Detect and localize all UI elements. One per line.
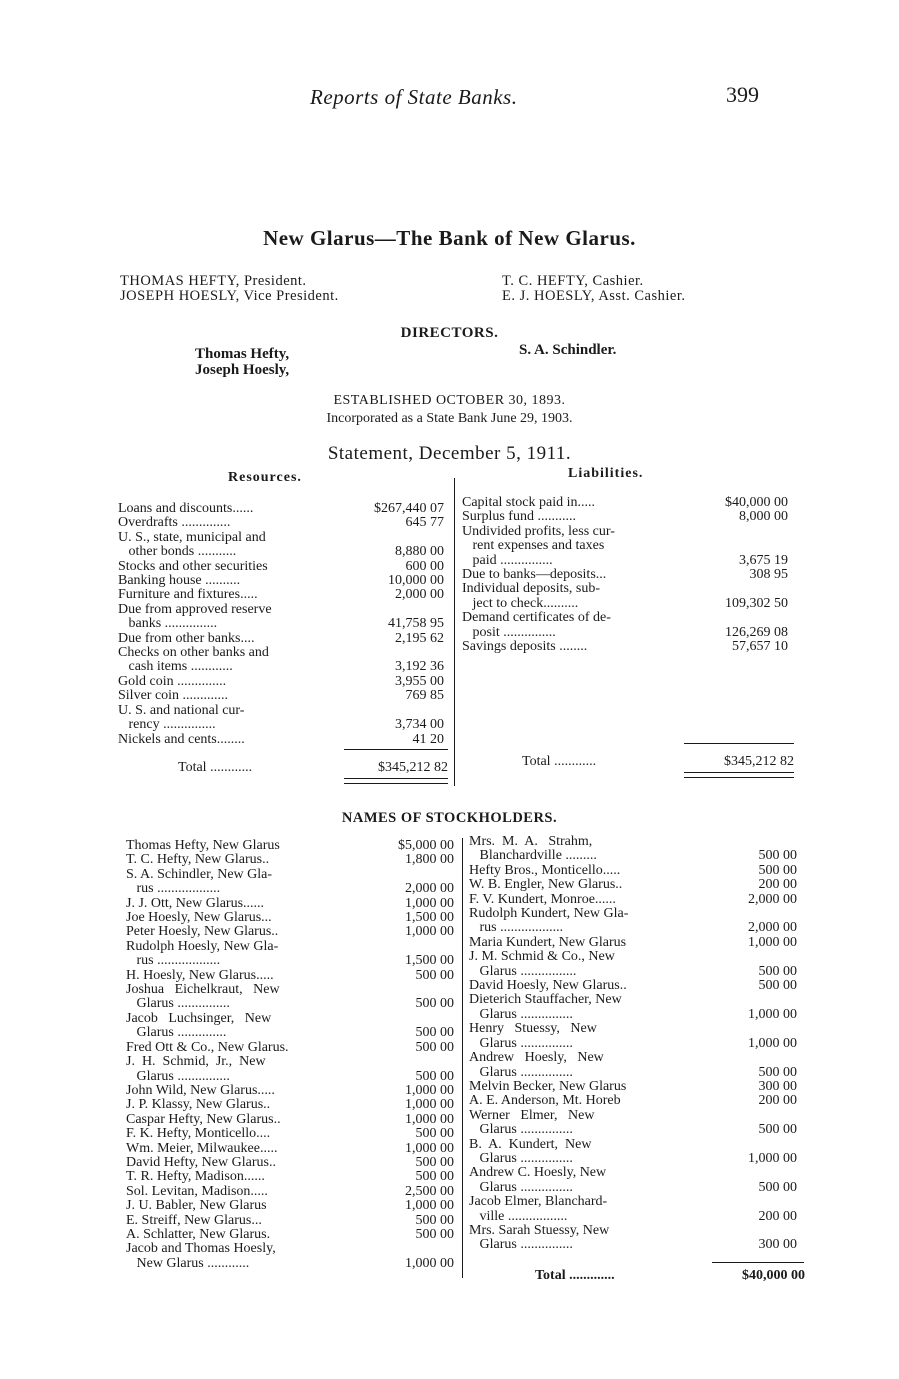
- stockholder-row: [126, 911, 454, 925]
- liability-row-amount: 57,657 10: [732, 639, 788, 655]
- liabilities-total: [522, 754, 794, 770]
- resource-row-amount: 41,758 95: [388, 616, 444, 632]
- sum-rule: [684, 743, 794, 744]
- resources-list: [118, 502, 444, 747]
- stockholder-row-label: B. A. Kundert, New: [469, 1137, 592, 1152]
- stockholder-row: [126, 1185, 454, 1199]
- stockholder-row-label: Mrs. Sarah Stuessy, New: [469, 1223, 610, 1238]
- stockholder-row: [469, 950, 797, 964]
- stockholder-row-label: ville .................: [469, 1209, 568, 1224]
- resource-row-label: Gold coin ..............: [118, 674, 227, 689]
- liability-row-amount: 8,000 00: [739, 509, 788, 525]
- stockholder-row-amount: 500 00: [415, 1039, 454, 1055]
- liability-row: [462, 554, 788, 568]
- resource-row: [118, 689, 444, 703]
- stockholder-row-amount: 500 00: [415, 1154, 454, 1170]
- stockholder-row: [469, 1238, 797, 1252]
- stockholder-row-label: Rudolph Hoesly, New Gla-: [126, 939, 279, 954]
- stockholder-row-amount: 300 00: [758, 1237, 797, 1253]
- stockholder-row: [469, 1037, 797, 1051]
- resource-row: [118, 617, 444, 631]
- stockholder-row-label: Andrew Hoesly, New: [469, 1051, 604, 1066]
- officer-vice-president: JOSEPH HOESLY, Vice President.: [120, 288, 339, 304]
- bank-title: New Glarus—The Bank of New Glarus.: [263, 226, 636, 250]
- stockholder-row: [126, 1012, 454, 1026]
- liability-row: [462, 640, 788, 654]
- resource-row-label: Due from other banks....: [118, 631, 255, 646]
- stockholder-row-amount: 200 00: [758, 877, 797, 893]
- resource-row-amount: 41 20: [412, 731, 444, 747]
- stockholder-row: [126, 1242, 454, 1256]
- stockholder-row-label: Glarus ...............: [126, 997, 230, 1012]
- stockholder-row-label: Werner Elmer, New: [469, 1108, 595, 1123]
- stockholder-row-amount: 2,000 00: [748, 891, 797, 907]
- stockholder-row: [469, 1123, 797, 1137]
- stockholder-row: [469, 936, 797, 950]
- stockholder-row: [469, 1210, 797, 1224]
- stockholder-row-amount: 500 00: [758, 1122, 797, 1138]
- stockholder-row: [126, 868, 454, 882]
- stockholder-row: [469, 1051, 797, 1065]
- stockholder-row-amount: $5,000 00: [398, 838, 454, 853]
- stockholder-row-amount: 1,000 00: [748, 1035, 797, 1051]
- resource-row: [118, 545, 444, 559]
- stockholder-row-label: Glarus ...............: [469, 1151, 573, 1166]
- stockholder-row-amount: 300 00: [758, 1078, 797, 1094]
- resource-row-label: rency ...............: [118, 718, 216, 733]
- stockholder-row: [469, 907, 797, 921]
- liability-row-label: paid ...............: [462, 553, 553, 568]
- stockholder-row: [469, 1138, 797, 1152]
- director-name: S. A. Schindler.: [519, 342, 617, 358]
- stockholder-row-label: Glarus ...............: [126, 1069, 230, 1084]
- resource-row-amount: $267,440 07: [374, 501, 444, 516]
- resource-row: [118, 733, 444, 747]
- stockholder-row-label: E. Streiff, New Glarus...: [126, 1213, 262, 1228]
- liability-row-label: Capital stock paid in.....: [462, 496, 595, 510]
- stockholder-row-label: Jacob and Thomas Hoesly,: [126, 1242, 276, 1257]
- stockholder-row-label: Sol. Levitan, Madison.....: [126, 1184, 268, 1199]
- stockholder-row: [126, 969, 454, 983]
- stockholder-row: [126, 853, 454, 867]
- stockholder-row-amount: 1,500 00: [405, 953, 454, 969]
- stockholder-row-label: S. A. Schindler, New Gla-: [126, 867, 273, 882]
- stockholder-row-label: Wm. Meier, Milwaukee.....: [126, 1141, 278, 1156]
- stockholder-row-amount: 1,000 00: [405, 924, 454, 940]
- stockholder-row-amount: 200 00: [758, 1093, 797, 1109]
- stockholder-row-amount: 500 00: [415, 1169, 454, 1185]
- resource-row: [118, 704, 444, 718]
- column-divider: [454, 478, 455, 786]
- liability-row: [462, 568, 788, 582]
- resource-row-amount: 3,955 00: [395, 673, 444, 689]
- stockholder-row-label: W. B. Engler, New Glarus..: [469, 878, 623, 893]
- stockholder-row: [469, 921, 797, 935]
- liability-row: [462, 525, 788, 539]
- stockholder-row: [469, 979, 797, 993]
- resource-row-label: Loans and discounts......: [118, 502, 254, 516]
- liability-row-amount: 3,675 19: [739, 552, 788, 568]
- stockholder-row-label: Glarus ...............: [469, 1065, 573, 1080]
- resources-total: [178, 760, 448, 776]
- resource-row: [118, 588, 444, 602]
- stockholder-row-amount: 500 00: [415, 1212, 454, 1228]
- stockholders-heading: NAMES OF STOCKHOLDERS.: [341, 810, 558, 826]
- resource-row-amount: 8,880 00: [395, 544, 444, 560]
- stockholder-row: [469, 835, 797, 849]
- stockholder-row-label: Henry Stuessy, New: [469, 1022, 597, 1037]
- stockholder-row-amount: 500 00: [758, 862, 797, 878]
- stockholder-row: [469, 849, 797, 863]
- stockholder-row-amount: 500 00: [415, 996, 454, 1012]
- resource-row-amount: 2,000 00: [395, 587, 444, 603]
- stockholder-row: [126, 1199, 454, 1213]
- total-label: Total ............: [178, 760, 253, 775]
- stockholders-total: [535, 1268, 805, 1284]
- stockholder-row: [126, 839, 454, 853]
- officers-left: [120, 274, 339, 304]
- officer-asst-cashier: E. J. HOESLY, Asst. Cashier.: [502, 288, 686, 304]
- stockholder-row-amount: 1,000 00: [405, 1111, 454, 1127]
- stockholder-row-amount: 2,000 00: [405, 881, 454, 897]
- stockholder-row-label: F. V. Kundert, Monroe......: [469, 892, 616, 907]
- stockholder-row: [469, 1094, 797, 1108]
- resource-row-label: other bonds ...........: [118, 545, 237, 560]
- stockholder-row-amount: 500 00: [415, 1025, 454, 1041]
- liability-row-label: Demand certificates of de-: [462, 611, 611, 626]
- resource-row-label: U. S. and national cur-: [118, 703, 245, 718]
- stockholder-row: [126, 882, 454, 896]
- stockholder-row-label: Joe Hoesly, New Glarus...: [126, 911, 272, 926]
- liabilities-list: [462, 496, 788, 654]
- stockholder-row: [126, 940, 454, 954]
- liability-row: [462, 582, 788, 596]
- stockholders-right-list: [469, 835, 797, 1253]
- stockholder-row-label: rus ..................: [126, 954, 221, 969]
- stockholder-row-label: Glarus ...............: [469, 1123, 573, 1138]
- stockholder-row-label: David Hefty, New Glarus..: [126, 1155, 276, 1170]
- resource-row-label: Furniture and fixtures.....: [118, 588, 258, 603]
- stockholder-row-amount: 2,500 00: [405, 1183, 454, 1199]
- resource-row: [118, 660, 444, 674]
- resource-row: [118, 574, 444, 588]
- liability-row-label: posit ...............: [462, 625, 556, 640]
- stockholder-row: [126, 1113, 454, 1127]
- stockholder-row-amount: 1,500 00: [405, 910, 454, 926]
- page-number: 399: [726, 82, 759, 107]
- stockholder-row-label: Jacob Luchsinger, New: [126, 1011, 272, 1026]
- liability-row-amount: 126,269 08: [725, 624, 788, 640]
- resource-row-amount: 2,195 62: [395, 630, 444, 646]
- stockholder-row: [469, 1152, 797, 1166]
- resource-row-amount: 10,000 00: [388, 573, 444, 589]
- liability-row: [462, 626, 788, 640]
- stockholder-row-label: Glarus ...............: [469, 1238, 573, 1253]
- stockholder-row-label: Thomas Hefty, New Glarus: [126, 839, 280, 853]
- stockholder-row: [126, 1070, 454, 1084]
- stockholder-row: [469, 1022, 797, 1036]
- stockholder-row-label: J. H. Schmid, Jr., New: [126, 1055, 266, 1070]
- resource-row: [118, 646, 444, 660]
- stockholder-row-amount: 500 00: [415, 967, 454, 983]
- stockholder-row-label: Glarus ...............: [469, 1007, 573, 1022]
- running-title: Reports of State Banks.: [310, 85, 518, 109]
- liability-row-amount: 109,302 50: [725, 595, 788, 611]
- liability-row-label: ject to check..........: [462, 596, 579, 611]
- stockholder-row-label: Peter Hoesly, New Glarus..: [126, 925, 279, 940]
- stockholder-row: [469, 1224, 797, 1238]
- stockholder-row-amount: 500 00: [758, 1179, 797, 1195]
- stockholder-row-label: Hefty Bros., Monticello.....: [469, 863, 621, 878]
- stockholder-row: [126, 1142, 454, 1156]
- stockholder-row-amount: 1,000 00: [405, 895, 454, 911]
- stockholders-left-list: [126, 839, 454, 1271]
- resource-row-label: Overdrafts ..............: [118, 516, 231, 531]
- stockholder-row: [126, 1127, 454, 1141]
- column-divider: [462, 838, 463, 1278]
- stockholder-row-amount: 1,000 00: [405, 1082, 454, 1098]
- sum-rule: [344, 749, 448, 750]
- resource-row-label: cash items ............: [118, 660, 233, 675]
- director-name: Thomas Hefty,: [195, 346, 290, 362]
- directors-heading: DIRECTORS.: [400, 325, 499, 341]
- resource-row-label: Due from approved reserve: [118, 602, 272, 617]
- stockholder-row-label: New Glarus ............: [126, 1256, 250, 1271]
- stockholder-row: [126, 1084, 454, 1098]
- total-amount: $40,000 00: [742, 1268, 805, 1283]
- resources-heading: Resources.: [228, 470, 302, 485]
- stockholder-row-label: J. P. Klassy, New Glarus..: [126, 1098, 271, 1113]
- stockholder-row: [126, 1214, 454, 1228]
- resource-row-label: Stocks and other securities: [118, 559, 268, 574]
- resource-row: [118, 632, 444, 646]
- stockholder-row-label: Melvin Becker, New Glarus: [469, 1079, 627, 1094]
- resource-row: [118, 675, 444, 689]
- stockholder-row-amount: 500 00: [758, 963, 797, 979]
- stockholder-row-label: Maria Kundert, New Glarus: [469, 935, 627, 950]
- stockholder-row-label: John Wild, New Glarus.....: [126, 1083, 275, 1098]
- resource-row: [118, 718, 444, 732]
- resource-row-amount: 600 00: [405, 558, 444, 574]
- liability-row: [462, 539, 788, 553]
- director-name: Joseph Hoesly,: [195, 362, 290, 378]
- stockholder-row-label: F. K. Hefty, Monticello....: [126, 1127, 271, 1142]
- stockholder-row-amount: 500 00: [415, 1068, 454, 1084]
- officer-cashier: T. C. HEFTY, Cashier.: [502, 273, 644, 289]
- stockholder-row: [469, 1109, 797, 1123]
- resource-row-label: banks ...............: [118, 617, 218, 632]
- sum-rule: [712, 1262, 804, 1263]
- directors-left: [195, 346, 289, 378]
- stockholder-row-label: T. R. Hefty, Madison......: [126, 1170, 265, 1185]
- stockholder-row-amount: 500 00: [758, 978, 797, 994]
- stockholder-row: [469, 1195, 797, 1209]
- total-label: Total ............: [522, 754, 597, 769]
- stockholder-row: [126, 954, 454, 968]
- resource-row-amount: 769 85: [405, 688, 444, 704]
- stockholder-row: [126, 1026, 454, 1040]
- stockholder-row: [469, 965, 797, 979]
- stockholder-row-amount: 1,800 00: [405, 852, 454, 868]
- stockholder-row-label: Dieterich Stauffacher, New: [469, 993, 622, 1008]
- liability-row-amount: $40,000 00: [725, 495, 788, 510]
- stockholder-row-label: David Hoesly, New Glarus..: [469, 979, 627, 994]
- double-rule: [344, 778, 448, 784]
- stockholder-row: [126, 1228, 454, 1242]
- stockholder-row-label: Glarus ...............: [469, 1036, 573, 1051]
- established-line: ESTABLISHED OCTOBER 30, 1893.: [333, 393, 566, 408]
- resource-row-label: Nickels and cents........: [118, 732, 245, 747]
- stockholder-row-label: J. U. Babler, New Glarus: [126, 1199, 267, 1214]
- stockholder-row-label: H. Hoesly, New Glarus.....: [126, 968, 274, 983]
- stockholder-row-label: Andrew C. Hoesly, New: [469, 1166, 607, 1181]
- stockholder-row-label: Fred Ott & Co., New Glarus.: [126, 1040, 289, 1055]
- stockholder-row: [469, 1080, 797, 1094]
- total-amount: $345,212 82: [724, 754, 794, 769]
- total-label: Total .............: [535, 1268, 615, 1283]
- liability-row-label: Individual deposits, sub-: [462, 582, 601, 597]
- liability-row: [462, 611, 788, 625]
- total-amount: $345,212 82: [378, 760, 448, 775]
- stockholder-row-label: J. M. Schmid & Co., New: [469, 950, 615, 965]
- stockholder-row-amount: 1,000 00: [405, 1198, 454, 1214]
- stockholder-row-amount: 1,000 00: [405, 1255, 454, 1271]
- stockholder-row: [126, 1257, 454, 1271]
- officer-president: THOMAS HEFTY, President.: [120, 273, 307, 289]
- resource-row-label: U. S., state, municipal and: [118, 530, 266, 545]
- stockholder-row-amount: 200 00: [758, 1208, 797, 1224]
- resource-row-amount: 645 77: [405, 515, 444, 531]
- stockholder-row-amount: 500 00: [758, 1064, 797, 1080]
- resource-row: [118, 560, 444, 574]
- double-rule: [684, 772, 794, 778]
- stockholder-row: [126, 1055, 454, 1069]
- statement-title: Statement, December 5, 1911.: [327, 443, 572, 464]
- stockholder-row-label: Glarus ................: [469, 964, 577, 979]
- stockholder-row: [126, 1156, 454, 1170]
- liability-row-label: rent expenses and taxes: [462, 539, 605, 554]
- stockholder-row-amount: 1,000 00: [748, 934, 797, 950]
- liability-row: [462, 496, 788, 510]
- stockholder-row-label: J. J. Ott, New Glarus......: [126, 896, 265, 911]
- stockholder-row-amount: 1,000 00: [748, 1006, 797, 1022]
- resource-row: [118, 531, 444, 545]
- stockholder-row: [469, 1166, 797, 1180]
- liability-row-amount: 308 95: [749, 567, 788, 583]
- stockholder-row-amount: 1,000 00: [405, 1140, 454, 1156]
- liabilities-heading: Liabilities.: [568, 466, 644, 481]
- liability-row-label: Due to banks—deposits...: [462, 568, 607, 583]
- stockholder-row-amount: 2,000 00: [748, 920, 797, 936]
- stockholder-row-label: Caspar Hefty, New Glarus..: [126, 1112, 281, 1127]
- stockholder-row-amount: 1,000 00: [405, 1097, 454, 1113]
- stockholder-row: [126, 925, 454, 939]
- stockholder-row-label: Glarus ..............: [126, 1026, 227, 1041]
- stockholder-row-label: A. E. Anderson, Mt. Horeb: [469, 1094, 621, 1109]
- incorporated-line: Incorporated as a State Bank June 29, 1903.: [326, 411, 573, 426]
- stockholder-row-label: Rudolph Kundert, New Gla-: [469, 907, 629, 922]
- liability-row-label: Savings deposits ........: [462, 640, 588, 655]
- resource-row-label: Silver coin .............: [118, 689, 229, 704]
- stockholder-row: [469, 893, 797, 907]
- resource-row: [118, 603, 444, 617]
- stockholder-row-amount: 500 00: [415, 1126, 454, 1142]
- stockholder-row: [469, 1181, 797, 1195]
- liability-row-label: Undivided profits, less cur-: [462, 524, 615, 539]
- stockholder-row-label: Joshua Eichelkraut, New: [126, 983, 280, 998]
- stockholder-row: [126, 1170, 454, 1184]
- stockholder-row: [469, 878, 797, 892]
- resource-row-amount: 3,192 36: [395, 659, 444, 675]
- stockholder-row: [469, 993, 797, 1007]
- resource-row: [118, 502, 444, 516]
- stockholder-row-label: rus ..................: [126, 882, 221, 897]
- stockholder-row-amount: 500 00: [415, 1226, 454, 1242]
- liability-row: [462, 510, 788, 524]
- resource-row: [118, 516, 444, 530]
- stockholder-row-label: Glarus ...............: [469, 1180, 573, 1195]
- liability-row: [462, 597, 788, 611]
- stockholder-row: [469, 864, 797, 878]
- stockholder-row: [126, 983, 454, 997]
- stockholder-row: [469, 1008, 797, 1022]
- stockholder-row-label: Blanchardville .........: [469, 849, 597, 864]
- stockholder-row-amount: 500 00: [758, 848, 797, 864]
- stockholder-row: [469, 1066, 797, 1080]
- stockholder-row: [126, 897, 454, 911]
- stockholder-row-label: T. C. Hefty, New Glarus..: [126, 853, 270, 868]
- stockholder-row-label: A. Schlatter, New Glarus.: [126, 1227, 271, 1242]
- stockholder-row: [126, 1041, 454, 1055]
- resource-row-label: Banking house ..........: [118, 574, 241, 589]
- stockholder-row: [126, 997, 454, 1011]
- stockholder-row-label: Mrs. M. A. Strahm,: [469, 835, 593, 849]
- resource-row-amount: 3,734 00: [395, 717, 444, 733]
- officers-right: [502, 274, 685, 304]
- liability-row-label: Surplus fund ...........: [462, 510, 576, 525]
- stockholder-row-label: Jacob Elmer, Blanchard-: [469, 1195, 608, 1210]
- stockholder-row-label: rus ..................: [469, 921, 564, 936]
- stockholder-row-amount: 1,000 00: [748, 1150, 797, 1166]
- stockholder-row: [126, 1098, 454, 1112]
- resource-row-label: Checks on other banks and: [118, 646, 269, 661]
